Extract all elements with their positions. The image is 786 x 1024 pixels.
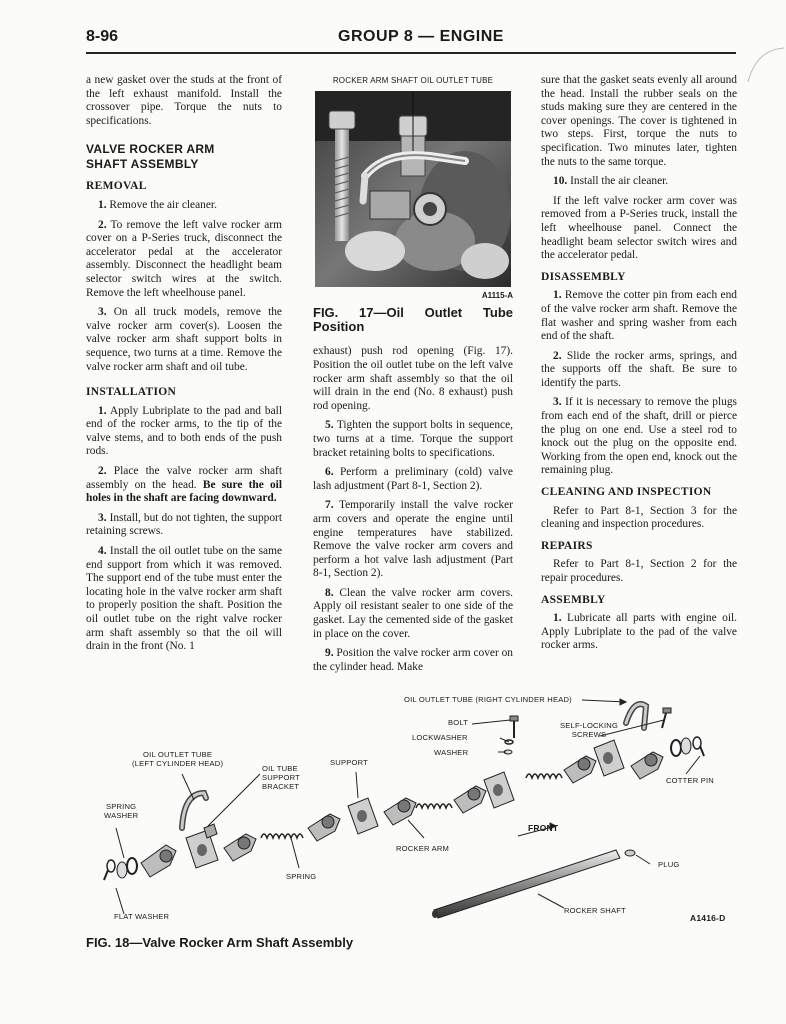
flat-washer-left [117, 862, 127, 878]
label-rocker-arm: ROCKER ARM [396, 844, 450, 853]
fig17-photo [315, 91, 511, 287]
repairs-heading: REPAIRS [541, 539, 593, 552]
rocker-arm-left [141, 845, 176, 877]
continuation-paragraph: sure that the gasket seats evenly all around the head. Install the rubber seals on the studs making sure they are centered in the cover openings. The cover is tightened in two steps. First, torque the nuts to specification. Two minutes later, tighten the nuts to the same torque. [541, 74, 737, 168]
page-header [86, 28, 736, 52]
oil-tube-bracket [204, 824, 217, 838]
note-paragraph: If the left valve rocker arm cover was removed from a P-Series truck, install the left wheelhouse panel. Connect the headlight beam selector switch wires and the accelerator pedal. [541, 194, 737, 262]
bolt [510, 716, 518, 738]
fig17-callout: ROCKER ARM SHAFT OIL OUTLET TUBE [332, 76, 494, 85]
header-rule [86, 52, 736, 54]
oil-tube-right [626, 704, 646, 728]
plug [625, 850, 635, 856]
disassembly-heading: DISASSEMBLY [541, 270, 626, 283]
group-title: GROUP 8 — ENGINE [338, 28, 504, 45]
column-2 [313, 74, 513, 680]
label-oil-outlet-tube-left: OIL OUTLET TUBE (LEFT CYLINDER HEAD) [132, 750, 224, 768]
installation-step: 1. Apply Lubriplate to the pad and ball end of the rocker arms, to the tip of the valve stems, and to both ends of the push rods. [86, 404, 282, 458]
removal-step: 1. Remove the air cleaner. [98, 198, 217, 211]
label-spring-washer: SPRING WASHER [104, 802, 139, 820]
self-locking-screws [662, 708, 671, 728]
assembly-step: 1. Lubricate all parts with engine oil. Apply Lubriplate to the pad of the valve rocker arms. [541, 612, 737, 652]
label-plug: PLUG [658, 860, 680, 869]
spring-2 [416, 804, 452, 808]
rocker-arm [384, 798, 416, 825]
support-center [348, 798, 378, 834]
support-end [594, 740, 624, 776]
removal-step: 3. On all truck models, remove the valve rocker arm cover(s). Loosen the valve rocker arm shaft support bolts in sequence, two turns at a time. Remove the valve rocker arm shaft and oil tube. [86, 306, 282, 373]
section-title: VALVE ROCKER ARM SHAFT ASSEMBLY [86, 142, 215, 172]
rocker-arm [454, 786, 486, 813]
assembly-heading: ASSEMBLY [541, 593, 606, 606]
label-washer: WASHER [434, 748, 469, 757]
installation-step: 7. Temporarily install the valve rocker arm covers and operate the engine until engine temperatures have stabilized. Remove the valve rocker arm covers and perform a hot valve lash adjustment (Part 8-1, Section 2). [313, 499, 513, 580]
installation-step: 5. Tighten the support bolts in sequence, two turns at a time. Torque the support bracket retaining bolts to specifications. [313, 419, 513, 459]
intro-paragraph: a new gasket over the studs at the front of the left exhaust manifold. Install the crossover pipe. Torque the nuts to specifications. [86, 74, 282, 127]
label-cotter-pin: COTTER PIN [666, 776, 714, 785]
fig18-drawing [86, 688, 736, 930]
removal-step: 2. To remove the left valve rocker arm cover on a P-Series truck, disconnect the accelerator pedal at the accelerator assembly. Disconnect the headlight beam selector switch wires at the switch. Remove the left wheelhouse panel. [86, 218, 282, 299]
cleaning-heading: CLEANING AND INSPECTION [541, 486, 712, 499]
rocker-arm [308, 814, 340, 841]
continuation-paragraph: exhaust) push rod opening (Fig. 17). Position the oil outlet tube on the left valve rocker arm shaft assembly so that the oil will drain in the end (No. 8 exhaust) push rod opening. [313, 345, 513, 412]
support-right [484, 772, 514, 808]
installation-step: 10. Install the air cleaner. [553, 175, 669, 188]
rocker-arm [224, 834, 256, 861]
spring-washer-right [671, 740, 681, 756]
page-number: 8-96 [86, 28, 119, 45]
rocker-arm [564, 756, 596, 783]
fig17-title: FIG. 17—Oil Outlet Tube Position [313, 305, 513, 334]
spring-washer-left [127, 858, 137, 874]
removal-heading: REMOVAL [86, 180, 147, 193]
label-oil-outlet-tube-right: OIL OUTLET TUBE (RIGHT CYLINDER HEAD) [404, 695, 572, 704]
installation-step: 8. Clean the valve rocker arm covers. Apply oil resistant sealer to one side of the gasket. Lay the cemented side of the gasket in place on the cover. [313, 586, 513, 640]
flat-washer-right [681, 738, 691, 754]
spring-1 [261, 834, 303, 838]
column-3 [541, 74, 737, 659]
label-rocker-shaft: ROCKER SHAFT [564, 906, 626, 915]
label-self-locking-screws: SELF-LOCKING SCREWS [560, 721, 619, 739]
installation-heading: INSTALLATION [86, 386, 177, 399]
cleaning-paragraph: Refer to Part 8-1, Section 3 for the cleaning and inspection procedures. [541, 504, 737, 531]
installation-step: 9. Position the valve rocker arm cover on the cylinder head. Make [313, 647, 514, 673]
fig17-code: A1115-A [481, 290, 513, 300]
label-front: FRONT [528, 823, 559, 833]
rocker-arm [631, 752, 663, 779]
installation-step: 6. Perform a preliminary (cold) valve lash adjustment (Part 8-1, Section 2). [313, 466, 513, 492]
repairs-paragraph: Refer to Part 8-1, Section 2 for the repair procedures. [541, 558, 737, 584]
fig18-exploded-view [86, 688, 736, 930]
cotter-pin-right [693, 737, 704, 756]
label-spring: SPRING [286, 872, 317, 881]
installation-step: 4. Install the oil outlet tube on the same end support from which it was removed. The support end of the tube must enter the locating hole in the valve rocker arm shaft to properly position the shaft. Position the oil outlet tube on the right valve rocker arm shaft assembly so that the oil will drain in the front (No. 1 [86, 545, 282, 653]
label-flat-washer: FLAT WASHER [114, 912, 170, 921]
label-support: SUPPORT [330, 758, 368, 767]
disassembly-step: 2. Slide the rocker arms, springs, and the supports off the shaft. Be sure to identify the parts. [541, 349, 737, 389]
installation-step: 2. Place the valve rocker arm shaft assembly on the head. Be sure the oil holes in the shaft are facing downward. [86, 465, 282, 505]
spring-3 [526, 774, 562, 778]
oil-tube-left [182, 793, 206, 828]
label-oil-tube-support-bracket: OIL TUBE SUPPORT BRACKET [262, 764, 300, 791]
disassembly-step: 1. Remove the cotter pin from each end of the valve rocker arm shaft. Remove the flat washer and spring washer from each end of the shaft. [541, 289, 737, 343]
label-bolt: BOLT [448, 718, 469, 727]
label-lockwasher: LOCKWASHER [412, 733, 468, 742]
page-corner-mark [746, 44, 786, 84]
disassembly-step: 3. If it is necessary to remove the plugs from each end of the shaft, drill or pierce the plug on one end. Use a steel rod to knock out the plug on the opposite end. Working from the open end, knock out the remaining plug. [541, 396, 737, 477]
fig18-code: A1416-D [690, 913, 726, 923]
column-1 [86, 74, 282, 660]
installation-step: 3. Install, but do not tighten, the support retaining screws. [86, 511, 282, 538]
fig18-title: FIG. 18—Valve Rocker Arm Shaft Assembly [86, 935, 354, 950]
cotter-pin-left [104, 860, 115, 880]
